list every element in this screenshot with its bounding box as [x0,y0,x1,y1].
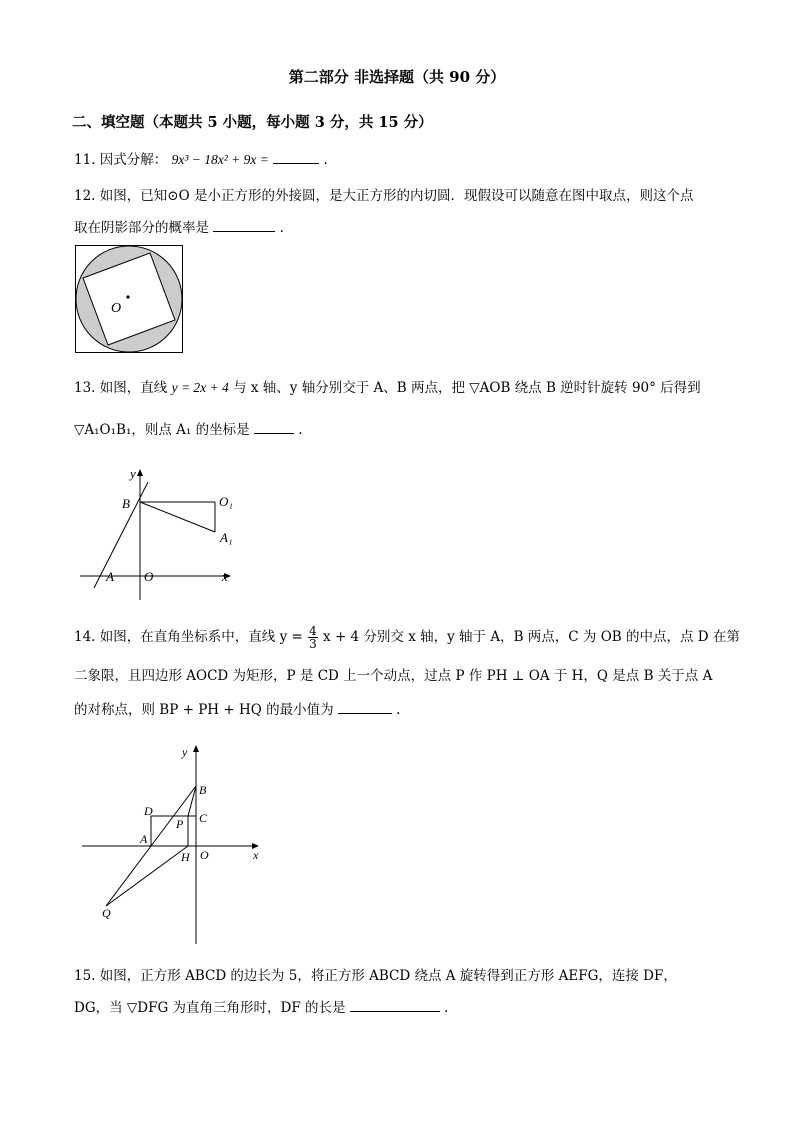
q13-label-a: A [106,569,114,584]
q14-figure [78,740,268,950]
q13-figure [78,460,248,605]
q13-number: 13. [74,380,96,396]
q14-label-h: H [181,850,190,864]
q14-label-b: B [199,783,207,797]
q12-line1: 如图，已知⊙O 是小正方形的外接圆，是大正方形的内切圆．现假设可以随意在图中取点，则这个点 [99,188,694,204]
q14-label-o: O [200,848,209,862]
q11-answer-blank[interactable] [273,149,319,164]
q13-label-o: O [144,569,154,584]
q14-label-a: A [140,832,148,846]
q12-figure [75,245,185,355]
q14-label-q: Q [102,906,111,920]
q15-number: 15. [74,968,96,984]
q13-label-x: x [222,569,228,584]
q14-number: 14. [74,629,96,645]
section-title: 二、填空题（本题共 5 小题，每小题 3 分，共 15 分） [72,114,433,131]
q15-end: . [444,1000,449,1016]
q14-frac-numerator: 4 [309,624,317,638]
question-15-line1 [74,964,677,984]
label-o: O [111,301,122,316]
question-12-line2 [74,216,284,236]
q12-number: 12. [74,188,96,204]
q14-label-y: y [182,745,188,759]
question-15-line2 [74,996,448,1016]
q14-line2: 二象限，且四边形 AOCD 为矩形，P 是 CD 上一个动点，过点 P 作 PH ⊥ OA 于 H，Q 是点 B 关于点 A [74,668,713,684]
q11-end: . [323,152,328,168]
q14-answer-blank[interactable] [338,699,392,714]
q14-fraction [308,625,318,650]
q11-text: 因式分解： [99,152,168,168]
q14-line1b: x + 4 分别交 x 轴，y 轴于 A，B 两点，C 为 OB 的中点，点 D 在第 [323,629,740,645]
q14-label-p: P [176,817,184,831]
part-title: 第二部分 非选择题（共 90 分） [288,68,506,86]
question-11 [74,148,328,168]
center-dot [126,295,129,298]
q14-label-c: C [199,811,208,825]
q14-line1a: 如图，在直角坐标系中，直线 y = [99,629,303,645]
q13-line-expression: y = 2x + 4 [171,380,229,395]
q15-line2a: DG，当 ▽DFG 为直角三角形时，DF 的长是 [74,1000,346,1016]
q13-label-a1: A₁ [220,530,233,545]
seg-b-a1 [140,502,215,532]
q14-end: . [396,702,401,718]
question-13-line2 [74,418,303,438]
q13-line1a: 如图，直线 [99,380,168,396]
seg-h-q [106,846,188,906]
q13-label-b: B [122,496,130,511]
q14-frac-denominator: 3 [309,637,317,651]
q12-line2: 取在阴影部分的概率是 [74,220,209,236]
question-14-line2 [74,664,712,684]
question-13-line1 [74,376,701,396]
seg-a-q [106,846,151,906]
rect-aocd [151,816,196,846]
q13-label-y: y [130,466,136,481]
q13-line2a: ▽A₁O₁B₁，则点 A₁ 的坐标是 [74,422,250,438]
q12-end: . [279,220,284,236]
q15-line1: 如图，正方形 ABCD 的边长为 5，将正方形 ABCD 绕点 A 旋转得到正方形 AEFG，连接 DF， [99,968,677,984]
question-12-line1 [74,184,693,204]
q14-label-d: D [144,804,153,818]
q14-label-x: x [253,848,259,862]
q15-answer-blank[interactable] [350,997,440,1012]
q11-number: 11. [74,152,96,168]
question-14-line1 [74,625,740,650]
q13-answer-blank[interactable] [254,419,294,434]
q13-end: . [298,422,303,438]
q13-label-o1: O₁ [219,494,233,509]
q13-line1b: 与 x 轴、y 轴分别交于 A、B 两点，把 ▽AOB 绕点 B 逆时针旋转 90° 后得到 [233,380,701,396]
q11-expression: 9x³ − 18x² + 9x = [171,152,269,167]
q12-answer-blank[interactable] [213,217,275,232]
q14-line3a: 的对称点，则 BP + PH + HQ 的最小值为 [74,702,334,718]
question-14-line3 [74,698,400,718]
